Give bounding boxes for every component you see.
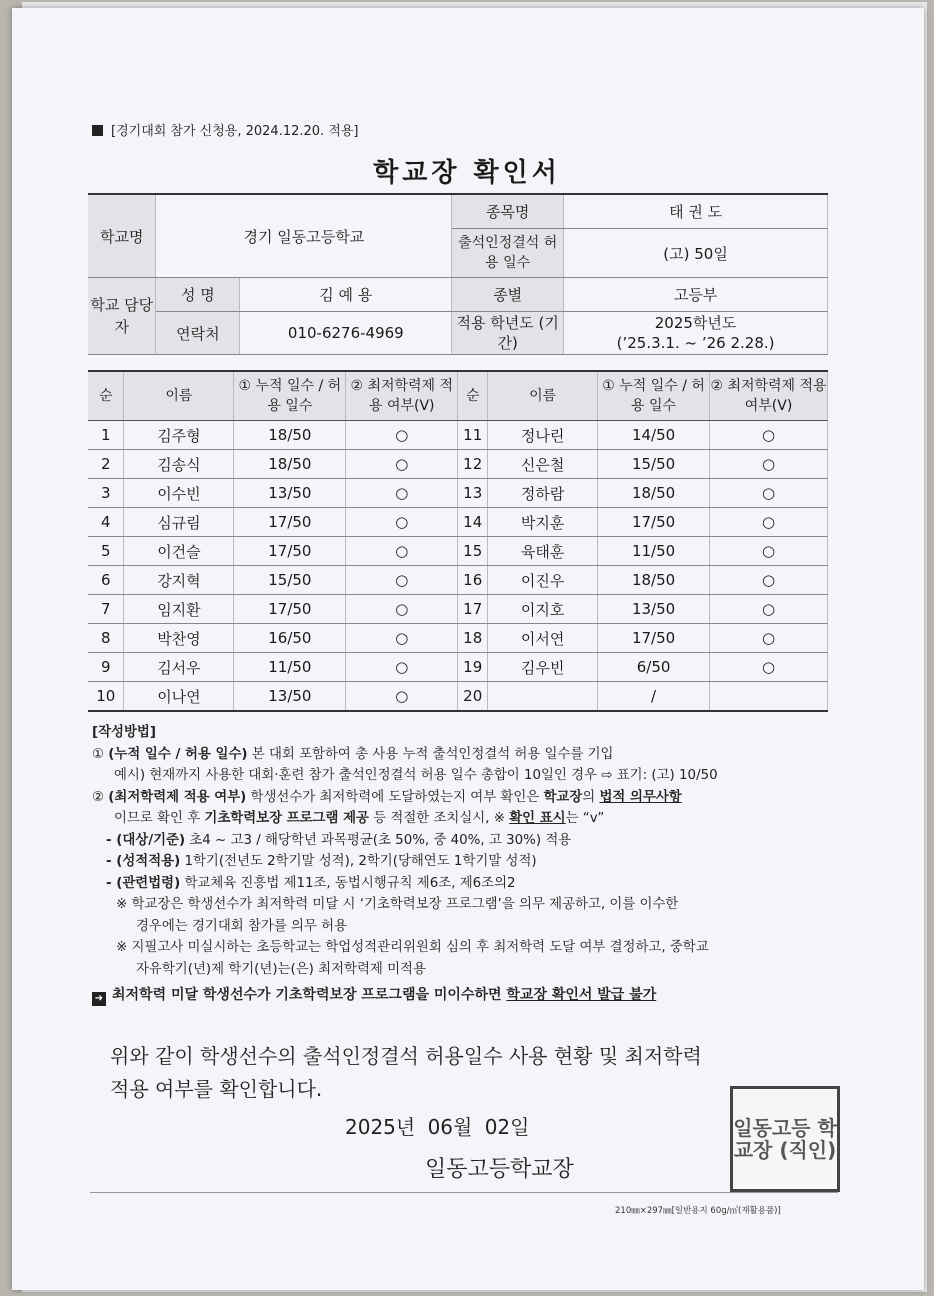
note2-bold: (최저학력제 적용 여부) [108,789,247,805]
event-value: 태 권 도 [564,194,828,229]
student-days: 6/50 [598,653,710,682]
student-name: 김우빈 [488,653,598,682]
student-min: ○ [710,537,828,566]
col-name-2: 이름 [488,371,598,421]
official-seal [730,1086,840,1192]
year-cell [564,312,828,355]
student-no: 9 [88,653,124,682]
note1-bold: (누적 일수 / 허용 일수) [108,746,248,762]
col-name: 이름 [124,371,234,421]
student-min: ○ [346,653,458,682]
note2-text2: 의 [582,789,600,805]
student-no: 15 [458,537,488,566]
student-name: 강지혁 [124,566,234,595]
student-min: ○ [346,421,458,450]
student-name: 박찬영 [124,624,234,653]
note2-line2c: 등 적절한 조치실시, ※ [368,811,510,826]
special-note-1b: 경우에는 경기대회 참가를 의무 허용 [136,918,348,934]
student-name: 신은철 [488,450,598,479]
student-name: 박지훈 [488,508,598,537]
year-period: (’25.3.1. ~ ’26 2.28.) [616,334,775,352]
note1-example: 예시) 현재까지 사용한 대회·훈련 참가 출석인정결석 허용 일수 총합이 10일인 경우 ⇨ 표기: (고) 10/50 [114,768,718,783]
note2-line2a: 이므로 확인 후 [114,811,205,826]
student-min: ○ [710,421,828,450]
student-no: 13 [458,479,488,508]
closing-statement [110,1040,702,1106]
student-name: 정하람 [488,479,598,508]
student-no: 18 [458,624,488,653]
allow-label: 출석인정결석 허용 일수 [452,229,564,278]
school-label: 학교명 [88,194,156,278]
table-row [88,508,828,537]
student-no: 16 [458,566,488,595]
student-min: ○ [710,450,828,479]
student-days: / [598,682,710,712]
school-value: 경기 일동고등학교 [156,194,452,278]
student-days: 18/50 [234,450,346,479]
type-label: 종별 [452,278,564,312]
student-no: 17 [458,595,488,624]
student-days: 13/50 [234,479,346,508]
student-min [710,682,828,712]
student-days: 17/50 [234,595,346,624]
student-no: 3 [88,479,124,508]
col-min-2: ② 최저학력제 적용 여부(V) [710,371,828,421]
footer-divider [90,1192,838,1193]
student-name: 이나연 [124,682,234,712]
student-name: 이진우 [488,566,598,595]
student-name: 김송식 [124,450,234,479]
col-min: ② 최저학력제 적용 여부(V) [346,371,458,421]
student-no: 4 [88,508,124,537]
table-row [88,682,828,712]
type-value: 고등부 [564,278,828,312]
table-row [88,450,828,479]
student-no: 11 [458,421,488,450]
student-min: ○ [710,595,828,624]
detail2-bold: - (성적적용) [106,854,181,869]
note2-line2d: 확인 표시 [509,811,566,826]
col-no: 순 [88,371,124,421]
student-days: 14/50 [598,421,710,450]
student-name: 이서연 [488,624,598,653]
special-note-2b: 자유학기(년)제 학기(년)는(은) 최저학력제 미적용 [136,961,426,977]
student-days: 17/50 [598,508,710,537]
student-min: ○ [710,566,828,595]
student-no: 1 [88,421,124,450]
student-min: ○ [346,450,458,479]
student-no: 7 [88,595,124,624]
student-days: 17/50 [234,537,346,566]
closing-line-1: 위와 같이 학생선수의 출석인정결석 허용일수 사용 현황 및 최저학력 [110,1044,702,1068]
student-name [488,682,598,712]
student-no: 19 [458,653,488,682]
student-days: 11/50 [234,653,346,682]
col-no-2: 순 [458,371,488,421]
student-min: ○ [346,508,458,537]
student-name: 육태훈 [488,537,598,566]
closing-line-2: 적용 여부를 확인합니다. [110,1077,323,1101]
manager-label: 학교 담당자 [88,278,156,355]
year-label: 적용 학년도 (기간) [452,312,564,355]
student-no: 6 [88,566,124,595]
student-no: 12 [458,450,488,479]
col-days: ① 누적 일수 / 허용 일수 [234,371,346,421]
student-name: 임지환 [124,595,234,624]
detail1-bold: - (대상/기준) [106,832,186,848]
square-bullet-icon [92,125,103,136]
table-row [88,421,828,450]
student-min: ○ [346,479,458,508]
final-warning-emphasis: 학교장 확인서 발급 불가 [506,987,657,1003]
event-label: 종목명 [452,194,564,229]
page-title: 학교장 확인서 [373,158,561,188]
student-days: 18/50 [598,479,710,508]
student-days: 15/50 [598,450,710,479]
student-min: ○ [346,566,458,595]
detail1-text: 초4 ~ 고3 / 해당학년 과목평균(초 50%, 중 40%, 고 30%) 적용 [185,832,572,848]
note2-line2e: 는 “v” [565,811,605,826]
contact-label: 연락처 [156,312,240,355]
student-name: 김서우 [124,653,234,682]
signer: 일동고등학교장 [425,1157,574,1182]
special-note-2: ※ 지필고사 미실시하는 초등학교는 학업성적관리위원회 심의 후 최저학력 도달 여부 결정하고, 중학교 [116,940,709,955]
student-days: 16/50 [234,624,346,653]
special-note-1: ※ 학교장은 학생선수가 최저학력 미달 시 ‘기초학력보장 프로그램’을 의무 제공하고, 이를 이수한 [116,897,679,912]
student-no: 14 [458,508,488,537]
student-min: ○ [346,682,458,712]
student-min: ○ [346,624,458,653]
student-name: 김주형 [124,421,234,450]
detail2-text: 1학기(전년도 2학기말 성적), 2학기(당해연도 1학기말 성적) [180,854,537,869]
note1-text: 본 대회 포함하여 총 사용 누적 출석인정결석 허용 일수를 기입 [247,746,614,762]
note2-text1: 학생선수가 최저학력에 도달하였는지 여부 확인은 [246,789,544,805]
year-value: 2025학년도 [654,314,737,332]
student-days: 18/50 [234,421,346,450]
student-min: ○ [710,653,828,682]
student-min: ○ [710,508,828,537]
student-no: 2 [88,450,124,479]
form-header [92,120,359,139]
final-warning: 최저학력 미달 학생선수가 기초학력보장 프로그램을 미이수하면 [112,987,507,1003]
student-days: 11/50 [598,537,710,566]
name-label: 성 명 [156,278,240,312]
col-days-2: ① 누적 일수 / 허용 일수 [598,371,710,421]
student-days: 17/50 [234,508,346,537]
seal-text: 일동고등 학교장 (직인) [733,1116,837,1162]
table-row [88,537,828,566]
detail3-bold: - (관련법령) [106,875,181,891]
allow-value: (고) 50일 [564,229,828,278]
note2-bold2: 학교장 [543,789,583,805]
note2-bold3: 법적 의무사항 [599,789,682,805]
student-no: 20 [458,682,488,712]
contact-value: 010-6276-4969 [240,312,452,355]
student-name: 심규림 [124,508,234,537]
student-name: 이지호 [488,595,598,624]
note2-mark: ② [92,789,105,805]
issue-date: 2025년 06월 02일 [345,1115,530,1139]
info-table [88,193,828,355]
paper-spec: 210㎜×297㎜[일반용지 60g/㎡(재활용품)] [615,1206,781,1216]
student-days: 13/50 [234,682,346,712]
student-no: 5 [88,537,124,566]
student-days: 18/50 [598,566,710,595]
student-name: 이수빈 [124,479,234,508]
student-table [88,370,828,712]
table-row [88,653,828,682]
student-days: 17/50 [598,624,710,653]
name-value: 김 예 용 [240,278,452,312]
table-row [88,624,828,653]
student-days: 15/50 [234,566,346,595]
detail3-text: 학교체육 진흥법 제11조, 동법시행규칙 제6조, 제6조의2 [180,875,516,891]
student-min: ○ [710,479,828,508]
student-min: ○ [346,595,458,624]
student-name: 정나린 [488,421,598,450]
note1-mark: ① [92,746,105,762]
student-no: 10 [88,682,124,712]
student-min: ○ [346,537,458,566]
arrow-box-icon: ➜ [92,992,106,1006]
instructions [92,722,832,1007]
note2-line2b: 기초학력보장 프로그램 제공 [204,811,369,826]
student-min: ○ [710,624,828,653]
table-row [88,566,828,595]
student-name: 이건슬 [124,537,234,566]
student-days: 13/50 [598,595,710,624]
student-no: 8 [88,624,124,653]
table-row [88,479,828,508]
table-row [88,595,828,624]
notes-heading: [작성방법] [92,725,156,740]
header-text: [경기대회 참가 신청용, 2024.12.20. 적용] [111,124,359,139]
